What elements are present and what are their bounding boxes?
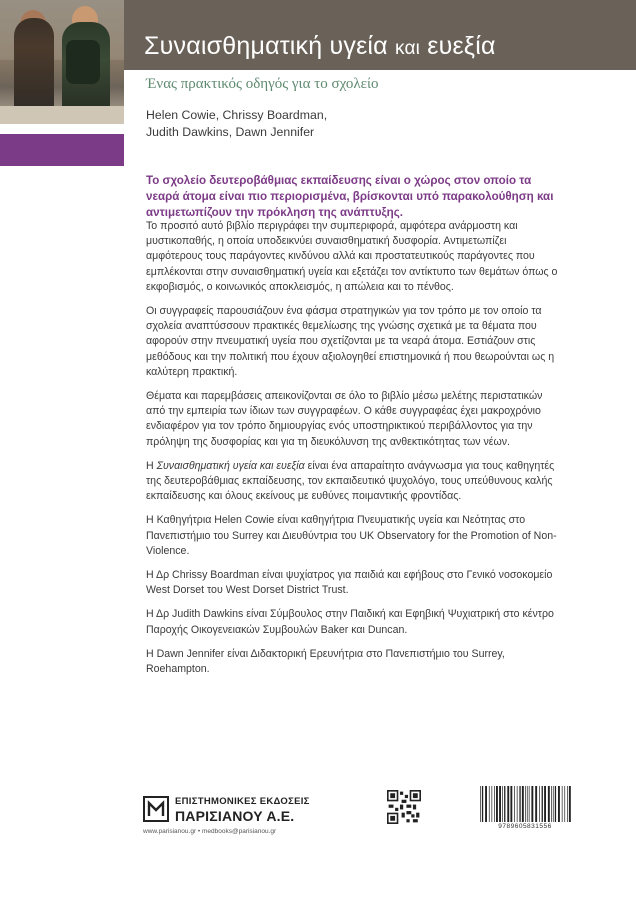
publisher-emblem-icon [143, 796, 169, 822]
barcode-bar [510, 786, 512, 822]
barcode [479, 786, 571, 822]
barcode-bar [517, 786, 518, 822]
barcode-bar [544, 786, 546, 822]
barcode-bar [562, 786, 563, 822]
barcode-bar [480, 786, 481, 822]
barcode-bar [531, 786, 533, 822]
photo-backpack [66, 40, 100, 84]
barcode-bar [527, 786, 528, 822]
accent-bar [0, 134, 124, 166]
publisher-line1: ΕΠΙΣΤΗΜΟΝΙΚΕΣ ΕΚΔΟΣΕΙΣ [175, 796, 310, 807]
barcode-bar [542, 786, 543, 822]
barcode-bar [499, 786, 501, 822]
readers-rest: είναι ένα απαραίτητο ανάγνωσμα για τους καθηγητές της δευτεροβάθμιας εκπαίδευσης, τον εκπαιδευτικό ψυχολόγο, τους υπεύθυνους καλής εκπαίδευσης και όλους εκείνους με ευθύνες ποιμαντικής φροντίδας. [146, 459, 555, 503]
author-bio: Η Dawn Jennifer είναι Διδακτορική Ερευνήτρια στο Πανεπιστήμιο του Surrey, Roehampton. [146, 647, 505, 676]
author-bio: Η Δρ Chrissy Boardman είναι ψυχίατρος για παιδιά και εφήβους στο Γενικό νοσοκομείο West Dorset του West Dorset District Trust. [146, 569, 553, 597]
authors-line: Judith Dawkins, Dawn Jennifer [146, 125, 315, 139]
barcode-bar [535, 786, 537, 822]
barcode-bar [496, 786, 498, 822]
cover-photo [0, 0, 124, 124]
publisher-name: ΠΑΡΙΣΙΑΝΟΥ Α.Ε. [175, 808, 295, 824]
barcode-bar [525, 786, 526, 822]
barcode-bar [519, 786, 520, 822]
barcode-bar [522, 786, 524, 822]
publisher-web: www.parisianou.gr • medbooks@parisianou.gr [143, 828, 277, 835]
barcode-bar [564, 786, 565, 822]
authors-line: Helen Cowie, Chrissy Boardman, [146, 108, 328, 122]
barcode-bar [555, 786, 556, 822]
readers-title-italic: Συναισθηματική υγεία και ευεξία [156, 459, 305, 472]
author-bio: Η Δρ Judith Dawkins είναι Σύμβουλος στην Παιδική και Εφηβική Ψυχιατρική στο κέντρο Παροχής Οικογενειακών Συμβουλών Baker και Duncan. [146, 608, 554, 636]
publisher-logo [143, 793, 353, 843]
title-end: ευεξία [427, 32, 496, 60]
barcode-bar [492, 786, 493, 822]
barcode-bar [494, 786, 495, 822]
paragraph: Θέματα και παρεμβάσεις απεικονίζονται σε όλο το βιβλίο μέσω μελέτης περιστατικών από την εμπειρία των ίδιων των συγγραφέων. Ο κάθε συγγραφέας έχει μακροχρόνιο ενδιαφέρον για τον τρόπο δημιουργίας ενός υποστηρικτικού περιβάλλοντος για την πρόληψη της δυσφορίας και για τη διευκόλυνση της ανθεκτικότητας των νέων. [146, 390, 543, 448]
barcode-bar [485, 786, 487, 822]
book-subtitle: Ένας πρακτικός οδηγός για το σχολείο [146, 76, 379, 92]
photo-person [14, 18, 54, 118]
intro-blurb: Το σχολείο δευτεροβάθμιας εκπαίδευσης είναι ο χώρος στον οποίο τα νεαρά άτομα είναι πιο περιορισμένα, βρίσκονται υπό παρακολούθηση και αντιμετωπίζουν την πρόκληση της ανάπτυξης. [146, 174, 554, 219]
barcode-bar [569, 786, 571, 822]
readers-paragraph [146, 459, 558, 505]
barcode-bar [502, 786, 503, 822]
barcode-bar [558, 786, 560, 822]
body-text [146, 219, 558, 686]
book-title [144, 32, 496, 61]
title-main: Συναισθηματική υγεία [144, 32, 388, 60]
barcode-bar [482, 786, 483, 822]
isbn-number: 9789605831556 [498, 823, 552, 830]
qr-code-icon [387, 790, 421, 824]
barcode-bar [567, 786, 568, 822]
barcode-bar [551, 786, 552, 822]
barcode-bar [548, 786, 550, 822]
paragraph: Το προσιτό αυτό βιβλίο περιγράφει την συμπεριφορά, αμφότερα ανάρμοστη και μυστικοπαθής, η οποία υποδεικνύει συναισθηματική δυσφορία. Αντιμετωπίζει αμφότερους τους παράγοντες κινδύνου αλλά και προστατευτικούς παράγοντες που εμπλέκονται στην συναισθηματική υγεία και εξετάζει τον αντίκτυπο των θεμάτων όπως ο εκφοβισμός, ο κοινωνικός αποκλεισμός, η απώλεια και το πένθος. [146, 220, 558, 293]
barcode-bar [539, 786, 540, 822]
barcode-bar [504, 786, 505, 822]
barcode-bar [514, 786, 515, 822]
title-connector: και [395, 38, 421, 59]
author-bio: Η Καθηγήτρια Helen Cowie είναι καθηγήτρια Πνευματικής υγεία και Νεότητας στο Πανεπιστήμιο του Surrey και Διευθύντρια του UK Observatory for the Promotion of Non-Violence. [146, 514, 557, 557]
readers-prefix: Η [146, 459, 157, 472]
barcode-bar [489, 786, 490, 822]
barcode-bar [553, 786, 554, 822]
authors [146, 107, 327, 141]
paragraph: Οι συγγραφείς παρουσιάζουν ένα φάσμα στρατηγικών για τον τρόπο με τον οποίο τα σχολεία αναπτύσσουν πρακτικές θεμελίωσης της γνώσης σχετικά με τα θέματα που αφορούν στην πνευματική υγεία που σχετίζονται με τα νεαρά άτομα. Εστιάζουν στις μεθόδους και την πολιτική που έχουν αξιολογηθεί επιστημονικά ή που θεωρούνται ως η καλύτερη πρακτική. [146, 305, 555, 378]
barcode-bar [507, 786, 509, 822]
barcode-bar [529, 786, 530, 822]
photo-step [0, 106, 124, 124]
